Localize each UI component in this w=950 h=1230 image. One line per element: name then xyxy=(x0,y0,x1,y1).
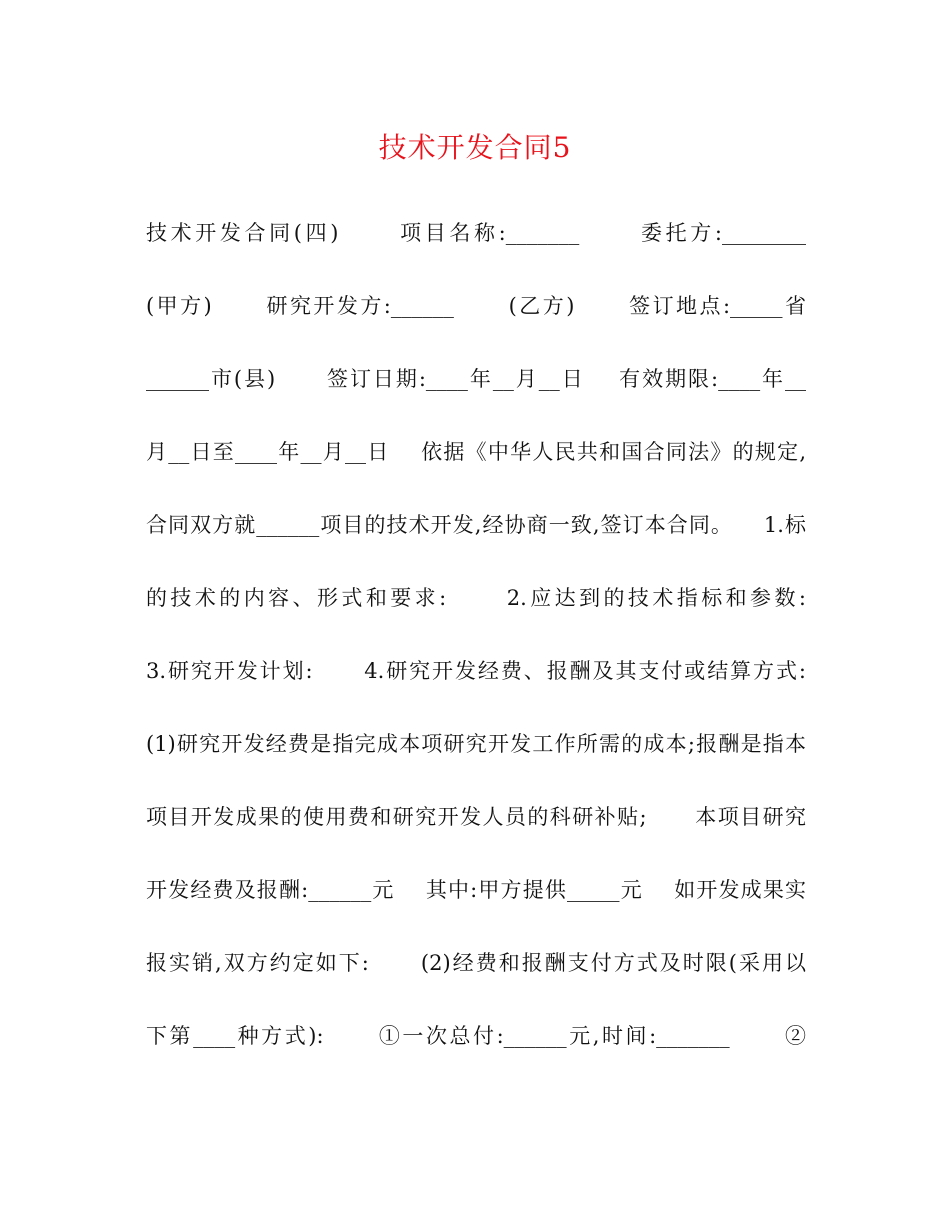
body-line: 下第____种方式): ①一次总付:______元,时间:_______ ② xyxy=(146,1024,806,1048)
body-line: 的技术的内容、形式和要求: 2.应达到的技术指标和参数: xyxy=(146,586,806,610)
document-title: 技术开发合同5 xyxy=(378,131,572,164)
body-line: 开发经费及报酬:______元 其中:甲方提供_____元 如开发成果实 xyxy=(146,878,806,902)
body-line: ______市(县) 签订日期:____年__月__日 有效期限:____年__ xyxy=(146,367,806,391)
body-line: 3.研究开发计划: 4.研究开发经费、报酬及其支付或结算方式: xyxy=(146,659,806,683)
body-line: (甲方) 研究开发方:______ (乙方) 签订地点:_____省 xyxy=(146,294,806,318)
contract-body xyxy=(146,204,806,1080)
body-line: 月__日至____年__月__日 依据《中华人民共和国合同法》的规定, xyxy=(146,440,806,464)
body-line: 项目开发成果的使用费和研究开发人员的科研补贴; 本项目研究 xyxy=(146,805,806,829)
body-line: 合同双方就______项目的技术开发,经协商一致,签订本合同。 1.标 xyxy=(146,513,806,537)
body-line: 报实销,双方约定如下: (2)经费和报酬支付方式及时限(采用以 xyxy=(146,951,806,975)
body-line: 技术开发合同(四) 项目名称:_______ 委托方:________ xyxy=(146,221,806,245)
body-line: (1)研究开发经费是指完成本项研究开发工作所需的成本;报酬是指本 xyxy=(146,732,806,756)
